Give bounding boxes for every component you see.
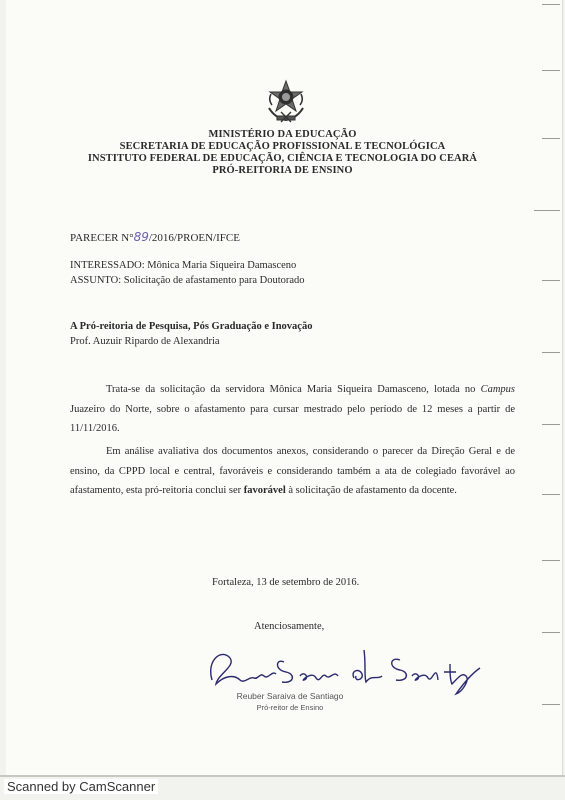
body-paragraph-2: [70, 442, 515, 501]
parecer-prefix: PARECER N°: [70, 232, 134, 244]
page-bottom-edge: [0, 775, 565, 777]
page-edge-marks: [532, 0, 562, 775]
body-p2-text-b: à solicitação de afastamento da docente.: [285, 485, 457, 496]
header-institute: INSTITUTO FEDERAL DE EDUCAÇÃO, CIÊNCIA E TECNOLOGIA DO CEARÁ: [87, 153, 478, 164]
header-secretariat: SECRETARIA DE EDUCAÇÃO PROFISSIONAL E TECNOLÓGICA: [119, 141, 446, 152]
signer-name: Reuber Saraiva de Santiago: [236, 691, 344, 701]
body-p1-campus: Campus: [480, 384, 515, 395]
recipient-organization: A Pró-reitoria de Pesquisa, Pós Graduação e Inovação: [70, 321, 313, 332]
body-p1-text-b: Juazeiro do Norte, sobre o afastamento para cursar mestrado pelo período de 12 meses a partir de 11/11/2016.: [70, 403, 515, 434]
closing-line: Atenciosamente,: [254, 621, 325, 632]
body-paragraph-1: [70, 380, 515, 439]
parecer-suffix: /2016/PROEN/IFCE: [148, 232, 240, 244]
body-p2-favoravel: favorável: [243, 485, 286, 496]
body-p1-text-a: Trata-se da solicitação da servidora Mônica Maria Siqueira Damasceno, lotada no: [106, 384, 481, 395]
assunto-line: ASSUNTO: Solicitação de afastamento para Doutorado: [70, 275, 305, 286]
scanner-watermark: Scanned by CamScanner: [4, 779, 158, 794]
parecer-handwritten-number: 89: [133, 230, 149, 244]
brazil-coat-of-arms-icon: [263, 78, 309, 124]
header-ministry: MINISTÉRIO DA EDUCAÇÃO: [208, 129, 357, 140]
parecer-number-line: [70, 231, 240, 245]
signer-role: Pró-reitor de Ensino: [256, 703, 324, 712]
header-pro-rectorate: PRÓ-REITORIA DE ENSINO: [212, 165, 353, 176]
interessado-line: INTERESSADO: Mônica Maria Siqueira Damasceno: [70, 260, 297, 271]
handwritten-signature: [204, 640, 484, 696]
date-line: Fortaleza, 13 de setembro de 2016.: [212, 577, 360, 588]
body-p2-text-a: Em análise avaliativa dos documentos anexos, considerando o parecer da Direção Geral e de ensino, da CPPD local e central, favoráveis e considerando também a ata de colegiado favorável ao afastamento, esta pró-reitoria conclui ser: [70, 446, 515, 496]
recipient-person: Prof. Auzuir Ripardo de Alexandria: [70, 336, 220, 347]
